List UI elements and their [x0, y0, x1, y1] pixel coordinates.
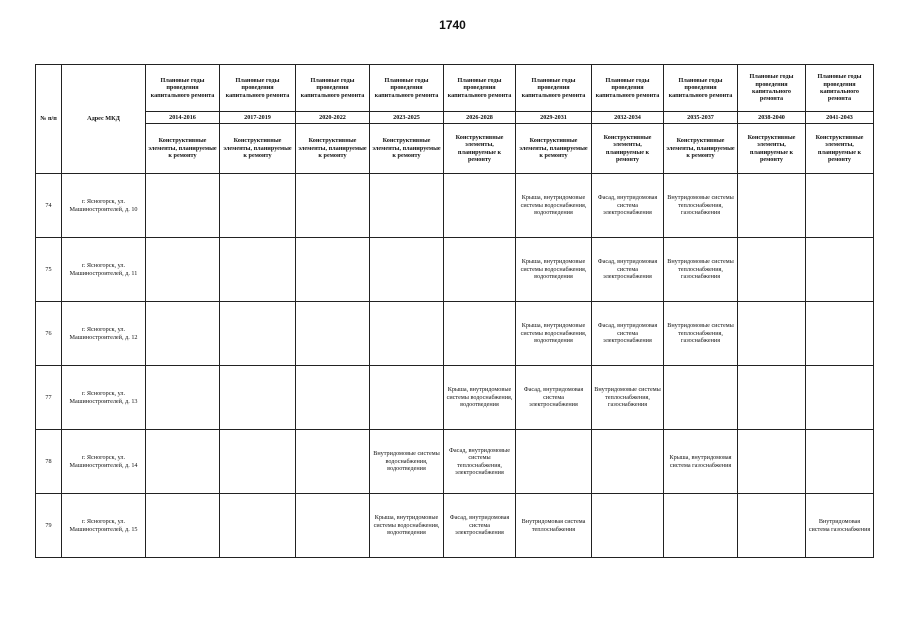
repair-cell: Фасад, внутридомовые системы теплоснабжения, электроснабжения [444, 430, 516, 494]
header-elements: Конструктивные элементы, планируемые к ремонту [220, 124, 296, 174]
repair-cell [370, 238, 444, 302]
repair-cell [146, 238, 220, 302]
repair-cell [146, 366, 220, 430]
repair-cell: Фасад, внутридомовая система электроснабжения [592, 238, 664, 302]
repair-cell [220, 174, 296, 238]
repair-cell [592, 430, 664, 494]
header-elements: Конструктивные элементы, планируемые к ремонту [146, 124, 220, 174]
repair-cell [516, 430, 592, 494]
header-planned: Плановые годы проведения капитального ремонта [738, 65, 806, 112]
repair-cell [806, 366, 874, 430]
header-elements: Конструктивные элементы, планируемые к ремонту [516, 124, 592, 174]
row-number: 79 [36, 494, 62, 558]
table-row [36, 238, 874, 302]
repair-cell: Крыша, внутридомовые системы водоснабжения, водоотведения [516, 174, 592, 238]
header-years: 2032-2034 [592, 112, 664, 124]
header-years: 2035-2037 [664, 112, 738, 124]
repair-cell [220, 494, 296, 558]
header-row-planned [36, 65, 874, 112]
repair-cell [296, 430, 370, 494]
repair-cell [296, 494, 370, 558]
repair-cell [146, 430, 220, 494]
header-planned: Плановые годы проведения капитального ремонта [806, 65, 874, 112]
repair-cell: Фасад, внутридомовая система электроснабжения [516, 366, 592, 430]
repair-cell [738, 366, 806, 430]
repair-cell: Крыша, внутридомовые системы водоснабжения, водоотведения [444, 366, 516, 430]
header-planned: Плановые годы проведения капитального ремонта [370, 65, 444, 112]
header-planned: Плановые годы проведения капитального ремонта [664, 65, 738, 112]
table-row [36, 302, 874, 366]
row-address: г. Ясногорск, ул. Машиностроителей, д. 15 [62, 494, 146, 558]
repair-cell [444, 174, 516, 238]
repair-cell [370, 302, 444, 366]
row-address: г. Ясногорск, ул. Машиностроителей, д. 12 [62, 302, 146, 366]
header-planned: Плановые годы проведения капитального ремонта [516, 65, 592, 112]
header-elements: Конструктивные элементы, планируемые к ремонту [370, 124, 444, 174]
repair-cell [738, 494, 806, 558]
repair-cell: Внутридомовая система теплоснабжения [516, 494, 592, 558]
repair-cell [296, 366, 370, 430]
row-address: г. Ясногорск, ул. Машиностроителей, д. 14 [62, 430, 146, 494]
page-number: 1740 [439, 18, 466, 32]
header-elements: Конструктивные элементы, планируемые к ремонту [592, 124, 664, 174]
repair-cell [220, 302, 296, 366]
repair-cell [806, 430, 874, 494]
row-number: 74 [36, 174, 62, 238]
header-row-elements [36, 124, 874, 174]
table-row [36, 494, 874, 558]
repair-cell: Внутридомовые системы теплоснабжения, газоснабжения [664, 302, 738, 366]
row-number: 78 [36, 430, 62, 494]
row-address: г. Ясногорск, ул. Машиностроителей, д. 10 [62, 174, 146, 238]
header-planned: Плановые годы проведения капитального ремонта [296, 65, 370, 112]
header-planned: Плановые годы проведения капитального ремонта [444, 65, 516, 112]
repair-cell [296, 238, 370, 302]
row-number: 77 [36, 366, 62, 430]
header-planned: Плановые годы проведения капитального ремонта [592, 65, 664, 112]
repair-cell [146, 494, 220, 558]
repair-cell: Внутридомовые системы теплоснабжения, газоснабжения [592, 366, 664, 430]
header-years: 2020-2022 [296, 112, 370, 124]
repair-cell [444, 302, 516, 366]
header-elements: Конструктивные элементы, планируемые к ремонту [296, 124, 370, 174]
repair-cell [806, 174, 874, 238]
row-address: г. Ясногорск, ул. Машиностроителей, д. 13 [62, 366, 146, 430]
repair-cell: Фасад, внутридомовая система электроснабжения [592, 302, 664, 366]
repair-cell [806, 302, 874, 366]
header-elements: Конструктивные элементы, планируемые к ремонту [738, 124, 806, 174]
repair-cell [738, 302, 806, 366]
repair-cell: Крыша, внутридомовая система газоснабжения [664, 430, 738, 494]
repair-cell [738, 238, 806, 302]
header-years: 2014-2016 [146, 112, 220, 124]
row-number: 75 [36, 238, 62, 302]
header-elements: Конструктивные элементы, планируемые к ремонту [806, 124, 874, 174]
header-years: 2038-2040 [738, 112, 806, 124]
repair-cell [592, 494, 664, 558]
header-years: 2041-2043 [806, 112, 874, 124]
header-elements: Конструктивные элементы, планируемые к ремонту [444, 124, 516, 174]
row-number: 76 [36, 302, 62, 366]
repair-cell [738, 430, 806, 494]
repair-cell: Внутридомовая система газоснабжения [806, 494, 874, 558]
repair-cell [220, 430, 296, 494]
table-row [36, 174, 874, 238]
repair-cell [738, 174, 806, 238]
repair-cell: Крыша, внутридомовые системы водоснабжения, водоотведения [370, 494, 444, 558]
table-row [36, 366, 874, 430]
header-years: 2029-2031 [516, 112, 592, 124]
repair-cell [220, 366, 296, 430]
header-num: № п/п [36, 65, 62, 174]
table-row [36, 430, 874, 494]
repair-cell: Крыша, внутридомовые системы водоснабжения, водоотведения [516, 302, 592, 366]
repair-cell: Внутридомовые системы водоснабжения, водоотведения [370, 430, 444, 494]
header-years: 2023-2025 [370, 112, 444, 124]
repair-cell: Фасад, внутридомовая система электроснабжения [592, 174, 664, 238]
header-planned: Плановые годы проведения капитального ремонта [220, 65, 296, 112]
repair-cell [370, 366, 444, 430]
repair-cell [296, 174, 370, 238]
header-planned: Плановые годы проведения капитального ремонта [146, 65, 220, 112]
repair-cell [146, 174, 220, 238]
repair-cell: Крыша, внутридомовые системы водоснабжения, водоотведения [516, 238, 592, 302]
repair-cell [370, 174, 444, 238]
repair-cell [220, 238, 296, 302]
repair-cell [664, 366, 738, 430]
repair-cell [664, 494, 738, 558]
header-elements: Конструктивные элементы, планируемые к ремонту [664, 124, 738, 174]
repair-cell: Внутридомовые системы теплоснабжения, газоснабжения [664, 238, 738, 302]
capital-repair-table [35, 64, 874, 558]
repair-cell [296, 302, 370, 366]
repair-cell: Внутридомовые системы теплоснабжения, газоснабжения [664, 174, 738, 238]
repair-cell [806, 238, 874, 302]
row-address: г. Ясногорск, ул. Машиностроителей, д. 11 [62, 238, 146, 302]
header-row-years [36, 112, 874, 124]
repair-cell [146, 302, 220, 366]
repair-cell [444, 238, 516, 302]
header-years: 2017-2019 [220, 112, 296, 124]
repair-cell: Фасад, внутридомовая система электроснабжения [444, 494, 516, 558]
header-address: Адрес МКД [62, 65, 146, 174]
header-years: 2026-2028 [444, 112, 516, 124]
